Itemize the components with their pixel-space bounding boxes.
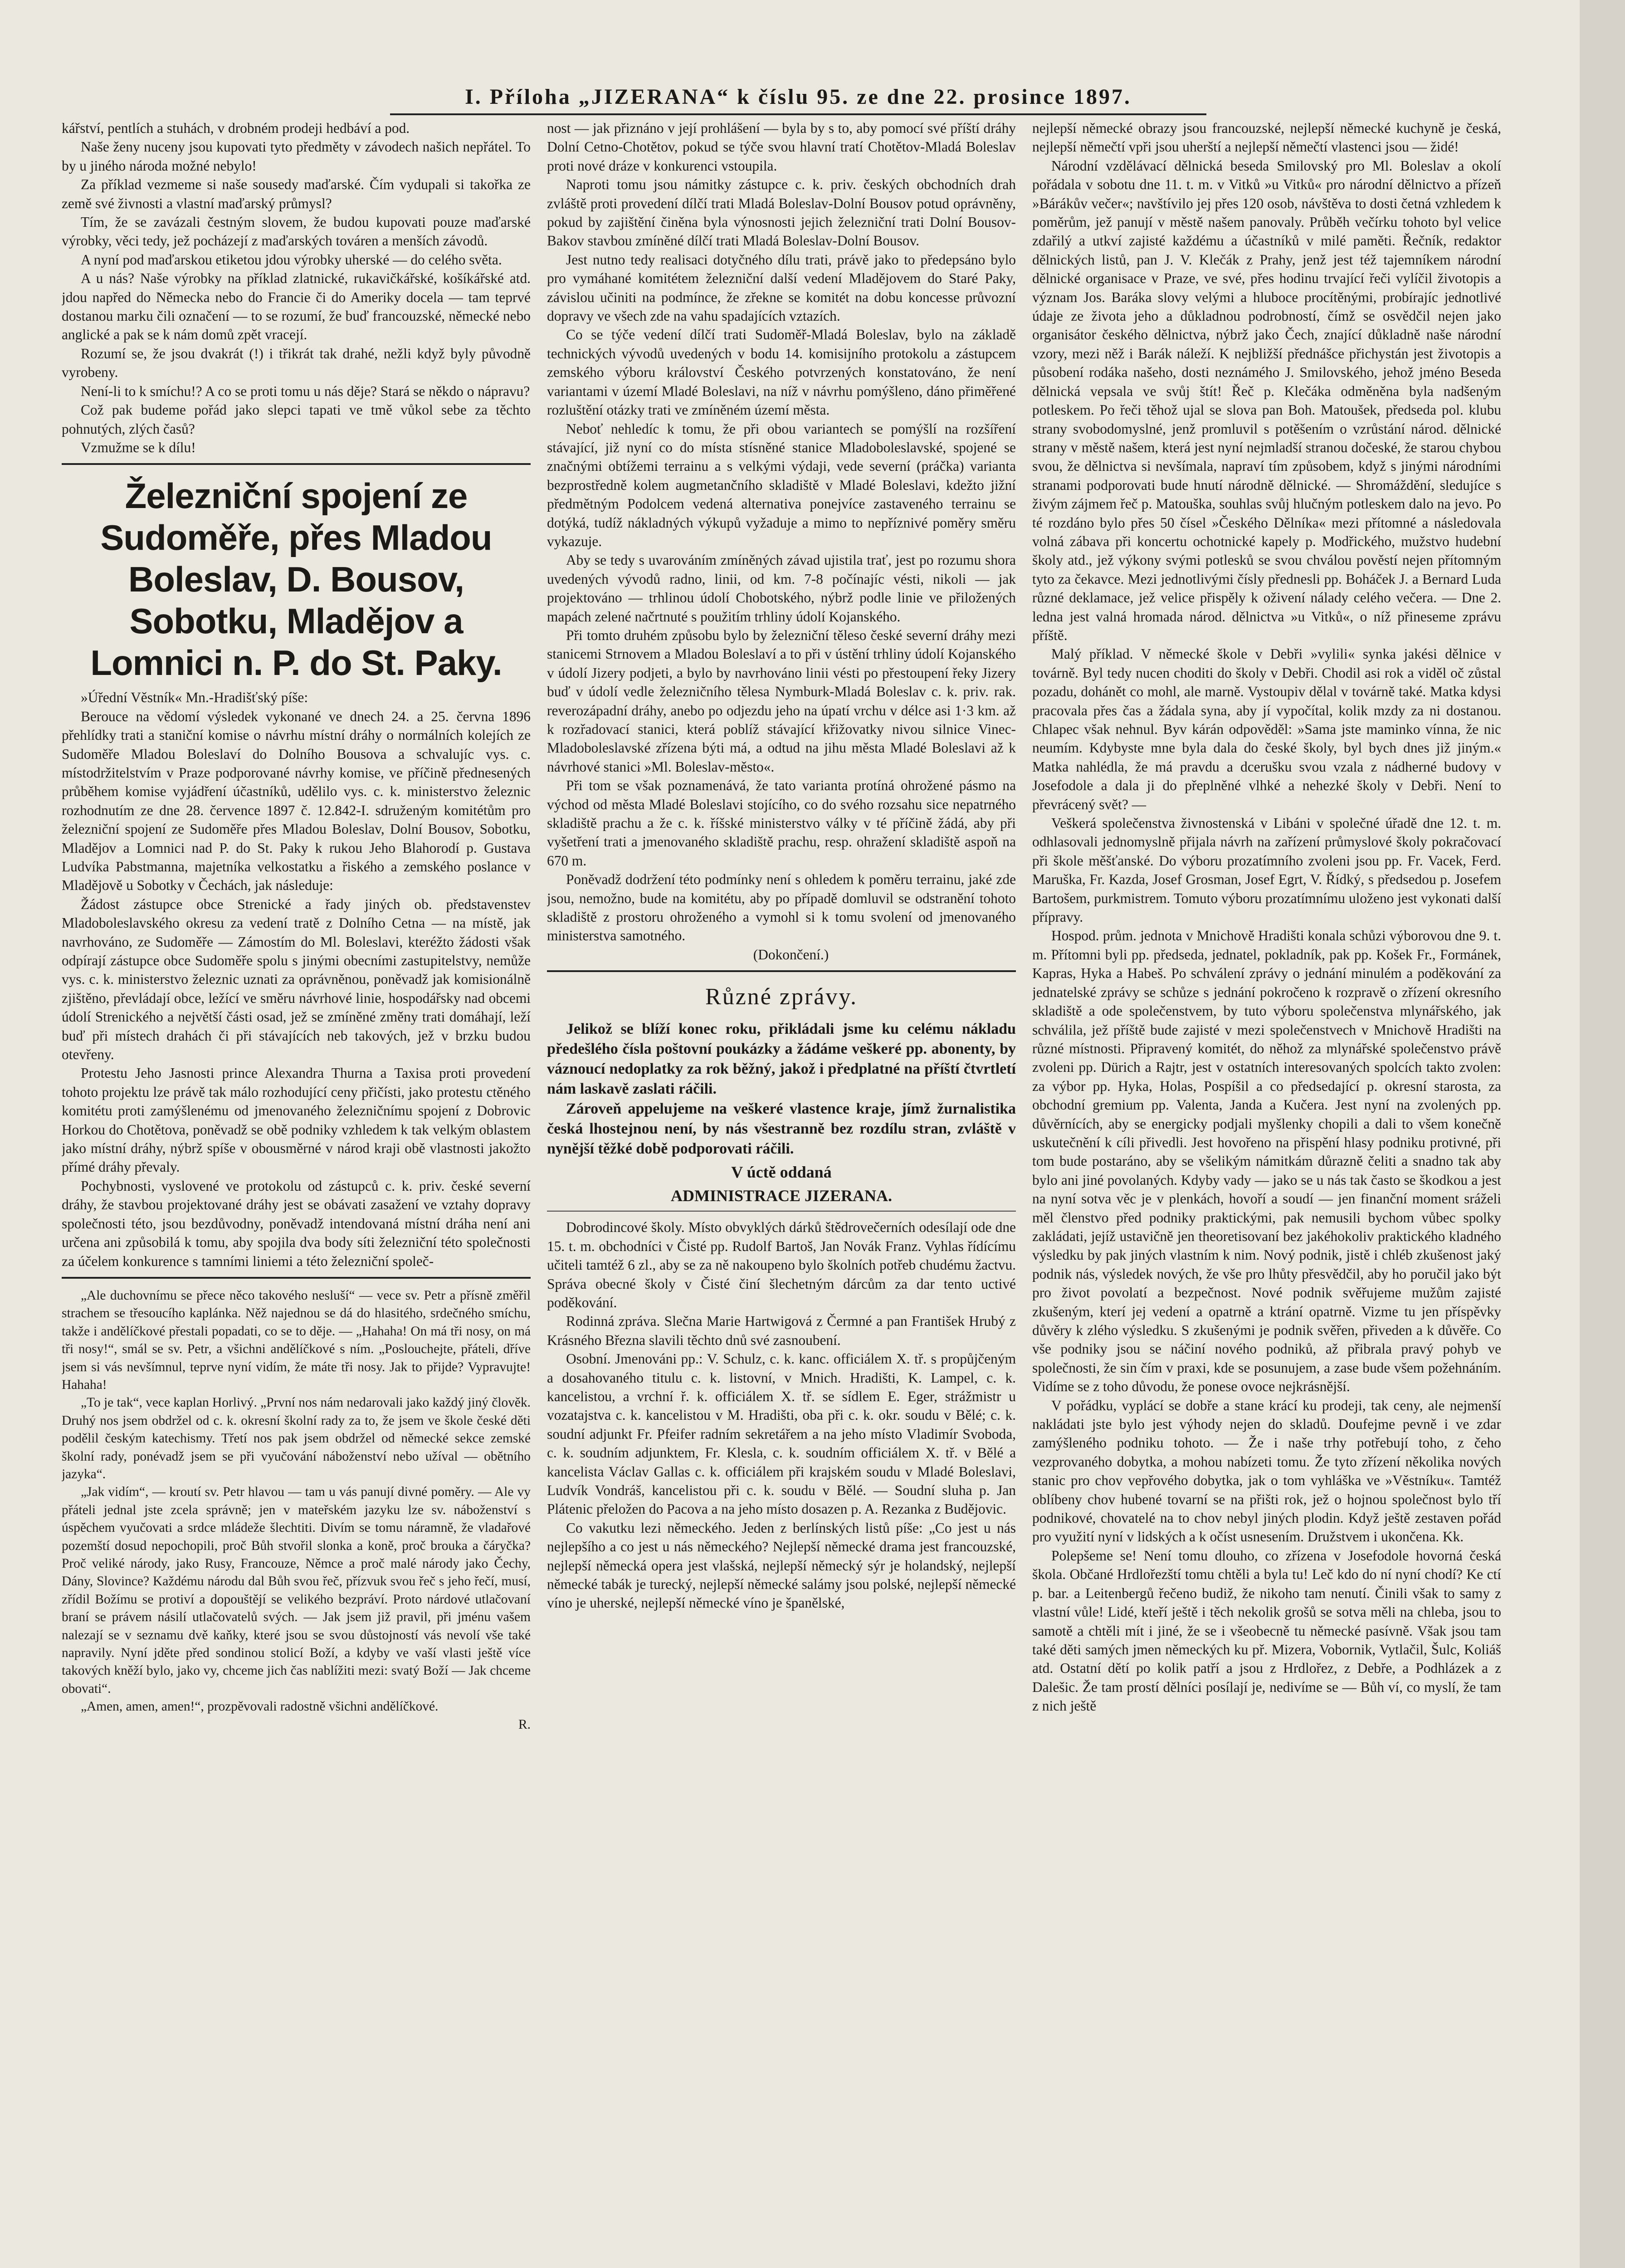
column-1 bbox=[62, 119, 531, 2268]
paragraph: Vzmužme se k dílu! bbox=[81, 439, 196, 455]
page-header: I. Příloha „JIZERANA“ k číslu 95. ze dne 22. prosince 1897. bbox=[390, 84, 1206, 115]
story-paragraph: „Amen, amen, amen!“, prozpěvovali radostně všichni andělíčkové. bbox=[81, 1699, 439, 1714]
paragraph: Neboť nehledíc k tomu, že při obou variantech se pomýšlí na rozšíření stávající, již nyní co do místa stísněné stanice Mladoboleslavské, spojené se značnými obtížemi terrainu a s velkými výdaji, vede severní (práčka) varianta bezprostředně kolem augmetančního skladiště v Mladé Boleslavi, kdežto jižní předmětným Podolcem vedená alternativa ponejvíce zastaveného terrainu se dotýká, tudíž nákladných výkupů vyžaduje a mimo to nepříznivé poměry směru vykazuje. bbox=[547, 420, 1016, 549]
paragraph: nost — jak přiznáno v její prohlášení — byla by s to, aby pomocí své příští dráhy Dolní Cetno-Chotětov, pokud se týče svou hlavní tratí Chotětov-Mladá Boleslav proti nové dráze v konkurenci vstoupila. bbox=[547, 120, 1016, 174]
column-2 bbox=[547, 119, 1016, 2268]
paragraph: Není-li to k smíchu!? A co se proti tomu u nás děje? Stará se někdo o nápravu? bbox=[81, 383, 530, 399]
paragraph: Protestu Jeho Jasnosti prince Alexandra Thurna a Taxisa proti provedení tohoto projektu lze právě tak málo rozhodující ceny přičísti, jako protestu ctěného komitétu proti zamýšlenému od jmenovaného železničnímu spojení z Dobrovic Horkou do Chotětova, poněvadž se obě podniky vzhledem k tak velkým oblastem jako místní dráhy, nýbrž spíše v obousměrné v národ kraji obě vlastnosti jakožto přímé dráhy převaly. bbox=[62, 1065, 531, 1175]
paragraph: nejlepší německé obrazy jsou francouzské, nejlepší německé kuchyně je česká, nejlepší němečtí vpři jsou uherští a nejlepší němečtí vlastenci jsou — židé! bbox=[1032, 120, 1501, 155]
section-divider bbox=[547, 1211, 1016, 1212]
paragraph: Dobrodincové školy. Místo obvyklých dárků štědrovečerních odesílají ode dne 15. t. m. obchodníci v Čisté pp. Rudolf Bartoš, Jan Novák Franz. Vyhlas řídícímu učiteli tamtéž 6 zl., aby se za ně nakoupeno bylo školních potřeb chudému žactvu. Správa obecné školy v Čisté činí šlechetným dárcům za dar tento uctivé poděkování. bbox=[547, 1219, 1016, 1310]
paragraph: Žádost zástupce obce Strenické a řady jiných ob. představenstev Mladoboleslavského okresu za vedení tratě z Dolního Cetna — na místě, jak navrhováno, ze Sudoměře — Zámostím do Ml. Boleslavi, kteréžto žádosti však odpírají zástupce obce Sudoměře spolu s jinými obecními zastupitelstvy, nemůže vys. c. k. ministerstvo železnic uznati za oprávněnou, poněvadž jak komisionálně zjištěno, převládají obce, ležící ve směru návrhové linie, hospodářsky nad obcemi údolí Strenického a největší části osad, jež se zmíněné změny trati domáhají, leží buď při místech drahách či při stávajících neb takových, jež v brzku budou otevřeny. bbox=[62, 896, 531, 1063]
paragraph: Pochybnosti, vyslovené ve protokolu od zástupců c. k. priv. české severní dráhy, že stavbou projektované dráhy jest se obávati zasažení ve vztahy dopravy společnosti této, jsou bezdůvodny, poněvadž intendovaná místní dráha není ani určena ani způsobilá k tomu, aby spojila dva body síti železniční této společnosti za účelem konkurence s tamními liniemi a této železniční společ- bbox=[62, 1178, 531, 1269]
paragraph: Co vakutku lezi německého. Jeden z berlínských listů píše: „Co jest u nás nejlepšího a co jest u nás německého? Nejlepší německé drama jest francouzské, nejlepší německá opera jest vlašská, nejlepší německý sýr je holandský, nejlepší německé tabák je turecký, nejlepší německé salámy jsou polské, nejlepší německé víno je uherské, nejlepší německé víno je španělské, bbox=[547, 1520, 1016, 1611]
paragraph: kářství, pentlích a stuhách, v drobném prodeji hedbáví a pod. bbox=[62, 120, 410, 136]
paragraph: Rozumí se, že jsou dvakrát (!) i třikrát tak drahé, nežli když byly původně vyrobeny. bbox=[62, 345, 531, 381]
notice-signature: V úctě oddaná bbox=[731, 1163, 832, 1182]
paragraph: Poněvadž dodržení této podmínky není s ohledem k poměru terrainu, jaké zde jsou, nemožno, bude na komitétu, aby po případě domluvil se odstranění tohoto skladiště z prostoru ohroženého a vymohl si k tomu svolení od jmenovaného ministerstva samotného. bbox=[547, 871, 1016, 944]
section-divider bbox=[62, 463, 531, 465]
paragraph: Národní vzdělávací dělnická beseda Smilovský pro Ml. Boleslav a okolí pořádala v sobotu dne 11. t. m. v Vitků »u Vitků« pro národní dělnictvo a přízeň »Bárákův večer«; navštívilo jej přes 120 osob, návštěva to dosti četná vzhledem k poměrům, jež panují v městě našem panovaly. Průběh večírku tohoto byl velice zdařilý a utkví zajisté každému a účastníků v milé paměti. Řečník, redaktor dělnických listů, pan J. V. Klečák z Prahy, jenž jest též tajemníkem národní dělnické organisace v Praze, ve své, přes hodinu trvající řeči vylíčil životopis a význam Jos. Baráka slovy velými a hluboce procítěnými, probírajíc jednotlivé údaje ze života jeho a důkladnou podrobností, čímž se osvědčil nejen jako organisátor českého dělnictva, nýbrž jako Čech, znající důkladně naše národní vzory, mezi něž i Barák náleží. K nejbližší přednášce přichystán jest životopis a působení rodáka našeho, dosti neznámého J. Smilovského, jehož jméno Beseda dělnická vepsala ve svůj štít! Řeč p. Klečáka odměněna byla nadšeným potleskem. Po řeči těhož ujal se slova pan Boh. Matoušek, předseda pol. klubu strany svobodomyslné, jenž promluvil s potěšením o vzrůstání národ. dělnické strany v městě našem, která jest nyní nejmladší stranou dočeské, že starou chybou svou, že dělnictva si nevšímala, napraví tím způsobem, když s jinými národními stranami podporovati bude hnutí národně dělnické. — Shromáždění, sledujíce s živým zájmem řeč p. Matouška, souhlas svůj hlučným potleskem dalo na jevo. Po té rozdáno bylo přes 50 čísel »Českého Dělníka« mezi přítomné a následovala volná zábava při koncertu ochotnické kapely p. Modřického, mužstvo hudební školy atd., jež výkony svými potlesků se svou chválou pověstí nejen přítomným tyto za čekavce. Mezi jednotlivými čísly přednesli pp. Boháček J. a Bernard Luda různé deklamace, jež velice přispěly k oživení nálady celého večera. — Dne 2. ledna jest valná hromada národ. dělnictva »u Vitků«, o níž přineseme zprávu příště. bbox=[1032, 157, 1501, 643]
paragraph: Při tom se však poznamenává, že tato varianta protíná ohrožené pásmo na východ od města Mladé Boleslavi stojícího, co do svého rozsahu sice nepatrného skladiště prachu a že c. k. říšské ministerstvo války v té příčině žádá, aby při vyšetření trati a jmenovaného skladiště prachu, resp. ohražení skladiště aspoň na 670 m. bbox=[547, 777, 1016, 869]
page-margin bbox=[1580, 0, 1625, 2268]
paragraph: Veškerá společenstva živnostenská v Libáni v společné úřadě dne 12. t. m. odhlasovali jednomyslně přijala návrh na zařízení průmyslové školy pokračovací při škole měšťanské. Do výboru prozatímního zvoleni jsou pp. Fr. Vacek, Ferd. Maruška, Fr. Kazda, Josef Grosman, Josef Egrt, V. Řídký, s předsedou p. Josefem Bartošem, purkmistrem. Tomuto výboru prozatímnímu uloženo jest vykonati další přípravy. bbox=[1032, 815, 1501, 925]
paragraph: Hospod. prům. jednota v Mnichově Hradišti konala schůzi výborovou dne 9. t. m. Přítomni byli pp. předseda, jednatel, pokladník, pak pp. Košek Fr., Formánek, Kapras, Hyka a Habeš. Po schválení zprávy o jednání minulém a poděkování za jednatelské zprávy se schůze s jednání pokročeno k rozpravě o zřízení okresního skladiště a ode společenstvem, by tuto výboru společenstva mlynářského, jak schválila, jež příště bude zajisté v mezi společenstvech v Mnichově Hradišti na různé místnosti. Připravený komitét, do něhož za mlynářské společenstvo právě zvoleni pp. Dürich a Rajtr, jest v ostatních interesovaných spolcích takto zvolen: za výbor pp. Hyka, Holas, Pospíšil a co předsedající p. okresní starosta, za obchodní gremium pp. Valenta, Janda a Kučera. Jest nyní na zvolených pp. důvěrnících, aby se energicky podjali myšlenky chopili a dali to všem konečně uskutečnění k cíli přivedli. Jest hovořeno na přispění hlasy podniku protivné, při tom bude postaráno, aby se všelikým námitkám důrazně čeliti a snadno tak aby bylo ani jiné povolaných. Kdyby vady — jako se u nás tak často se škodkou a jest na nyní sotva věc je v plenkách, hovoří a soudí — jen finanční moment sráželi měl členstvo před podniky praktickými, pak nemusili bychom vůbec spolky zakládati, jejíž ustavičně jen theoretisovaní bez jakéhokoliv praktického kladného výsledku by pak jiných vlastním k nim. Nový podnik, jistě i chléb zkušenost jaký podnik nás, výsledek nových, že vše pro lhůty přesvědčil, aby ho poručil jako být pro život povolatí a bezpečnost. Nové podnik svěřujeme mužům zajisté zkušeným, kterí jej vedení a opatrně a ktrání opatrně. Vizme tu jen příspěvky důvěry k zlého výsledku. S zkušenými je podnik svěřen, přiveden a k důvěře. Co vše podniky jsou se náčiní nového podniků, až přibrala pravý pohyb ve společnosti, že sin čím v praxi, kde se posunujem, a zase bude všem požehnáním. Vidíme se z toho důvodu, že ponese ovoce nejkrásnější. bbox=[1032, 928, 1501, 1395]
story-signature: R. bbox=[518, 1717, 531, 1732]
paragraph: Při tomto druhém způsobu bylo by železniční těleso české severní dráhy mezi stanicemi Strnovem a Mladou Boleslaví a to při v ústění trhliny údolí Kojanského v údolí Jizery podjeti, a bylo by navrhováno linii vésti po přestoupení řeky Jizery buď v údolí vedle železničního tělesa Nymburk-Mladá Boleslav c. k. priv. rak. reverozápadní dráhy, anebo po odjezdu jeho na úpatí vrchu v délce asi 1·3 km. až k rozřadovací stanici, která poblíž stávající křižovatky nivou silnice Vinec-Mladoboleslavské zřízena býti má, a odtud na jihu města Mladé Boleslavi až k návrhové stanici »Ml. Boleslav-město«. bbox=[547, 627, 1016, 775]
article-headline: Železniční spojení ze Sudoměře, přes Mladou Boleslav, D. Bousov, Sobotku, Mladějov a Lomnici n. P. do St. Paky. bbox=[90, 476, 502, 683]
paragraph: Aby se tedy s uvarováním zmíněných závad ujistila trať, jest po rozumu shora uvedených vývodů radno, linii, od km. 7-8 počínajíc vésti, nikoli — jak projektováno — trhlinou údolí Chobotského, nýbrž podle linie ve přiložených mapách zelené načrtnuté s použitím trhliny údolí Kojanského. bbox=[547, 552, 1016, 625]
story-paragraph: „Ale duchovnímu se přece něco takového nesluší“ — vece sv. Petr a přísně změřil strachem se třesoucího kaplánka. Něž najednou se dá do hlasitého, srdečného smíchu, takže i andělíčkové přestali popadati, co se to děje. — „Hahaha! On má tři nosy, on má tři nosy!“, smál se sv. Petr, a všichni andělíčkové s ním. „Poslouchejte, přáteli, dříve jsem si vás nevšímnul, teprve nyní vidím, že máte tři nosy. Jak to přijde? Vypravujte! Hahaha! bbox=[62, 1288, 531, 1392]
section-divider bbox=[547, 970, 1016, 972]
paragraph: Osobní. Jmenováni pp.: V. Schulz, c. k. kanc. officiálem X. tř. s propůjčeným a dosahovaného titulu c. k. listovní, v Mnich. Hradišti, K. Lampel, c. k. kancelistou, a vrchní ř. k. officiálem X. tř. se sídlem E. Eger, strážmistr u vozatajstva c. k. kancelistou v M. Hradišti, oba při c. k. okr. soudu v Bělé; c. k. soudní adjunkt Fr. Pfeifer radním sekretářem a na jeho místo Vladimír Svoboda, c. k. soudním adjunktem, Fr. Klesla, c. k. soudním officiálem X. tř. v Bělé a kancelista Václav Gallas c. k. officiálem při krajském soudu v Mladé Boleslavi, Ludvík Vondráš, kancelistou při c. k. soudu v Bělé. — Soudní sluha p. Jan Plátenic přeložen do Pacova a na jeho místo dosazen p. A. Rezanka z Budějovic. bbox=[547, 1351, 1016, 1517]
notice-paragraph: Zároveň appelujeme na veškeré vlastence kraje, jímž žurnalistika česká lhostejnou není, by nás všestranně bez rozdílu stran, zvláště v nynější těžké době podporovati ráčili. bbox=[547, 1100, 1016, 1158]
paragraph: Naproti tomu jsou námitky zástupce c. k. priv. českých obchodních drah zvláště proti provedení dílčí trati Mladá Boleslav-Dolní Bousov potud oprávněny, pokud by zajištění činěna byla výnosnosti jejich železniční trati Dolní Bousov-Bakov stavbou zmíněné dílčí trati Mladá Boleslav-Dolní Bousov. bbox=[547, 176, 1016, 249]
paragraph: »Úřední Věstník« Mn.-Hradišťský píše: bbox=[81, 689, 308, 706]
paragraph: Naše ženy nuceny jsou kupovati tyto předměty v závodech našich nepřátel. To by u jiného národa možné nebylo! bbox=[62, 139, 531, 174]
paragraph: Jest nutno tedy realisaci dotyčného dílu trati, právě jako to předepsáno bylo pro vymáhané komitétem železniční další vedení Mladějovem do Staré Paky, závislou učiniti na podmínce, že zřekne se komitét na dobu koncesse průvozní dopravy ve všech zde na vahu spadajících vztazích. bbox=[547, 251, 1016, 324]
notice-paragraph: Jelikož se blíží konec roku, přikládali jsme ku celému nákladu předešlého čísla poštovní poukázky a žádáme veškeré pp. abonenty, by váznoucí nedoplatky za rok běžný, jakož i předplatné na příští čtvrtletí nám laskavě zaslati ráčili. bbox=[547, 1021, 1016, 1098]
paragraph: Berouce na vědomí výsledek vykonané ve dnech 24. a 25. června 1896 přehlídky trati a staniční komise o návrhu místní dráhy o normálních kolejích ze Sudoměře Mladou Boleslaví do Dolního Bousova a schvalujíc vys. c. místodržitelstvím v Praze podporované návrhy komise, ve příčině přednesených průběhem komise vyjádření účastníků, udělilo vys. c. k. ministerstvo železnic rozhodnutím ze dne 28. července 1897 č. 12.842-I. sdruženým komitétům pro železniční spojení ze Sudoměře přes Mladou Boleslav, Dolní Bousov, Sobotku, Mladějov a Lomnici nad P. do St. Paky k rukou Jeho Blahorodí p. Gustava Ludvíka Pabstmanna, majetníka velkostatku a řiského a zemského poslance v Mladějově u Sobotky v Čechách, jak následuje: bbox=[62, 708, 531, 894]
paragraph: Malý příklad. V německé škole v Debři »vylili« synka jakési dělnice v továrně. Byl tedy nucen choditi do školy v Debři. Chodil asi rok a viděl oč zůstal pozadu, dohánět co mohl, ale marně. Vystoupiv dělal v továrně také. Matka kdysi pracovala přes čas a žádala syna, aby jí vypočítal, kolik mzdy za ni dostanou. Chlapec však nehnul. Byv kárán odpověděl: »Sama jste maminko vínna, že nic neumím. Kdybyste mne byla dala do české školy, byl bych dnes již jiným.« Matka nahlédla, že má pravdu a dcerušku svou vzala z nádherné budovy v Josefodole a dala ji do přeplněné vlhké a nehezké školy v Debři. Není to převrácený svět? — bbox=[1032, 646, 1501, 812]
paragraph: Tím, že se zavázali čestným slovem, že budou kupovati pouze maďarské výrobky, věci tedy, jež pocházejí z maďarských továren a menších závodů. bbox=[62, 214, 531, 249]
paragraph: A nyní pod maďarskou etiketou jdou výrobky uherské — do celého světa. bbox=[81, 251, 502, 268]
section-divider bbox=[62, 1277, 531, 1279]
section-rubric: Různé zprávy. bbox=[705, 984, 858, 1010]
paragraph: Což pak budeme pořád jako slepci tapati ve tmě vůkol sebe za těchto pohnutých, zlých časů? bbox=[62, 402, 531, 437]
paragraph: A u nás? Naše výrobky na příklad zlatnické, rukavičkářské, košíkářské atd. jdou napřed do Německa nebo do Francie či do Ameriky docela — tam teprvé dostanou marku čili označení — to se rozumí, že buď francouzské, německé nebo anglické a pak se k nám domů zpět vracejí. bbox=[62, 270, 531, 343]
paragraph: Co se týče vedení dílčí trati Sudoměř-Mladá Boleslav, bylo na základě technických vývodů uvedených v bodu 14. komisijního protokolu a zástupcem zemského výboru království Českého potvrzených konstatováno, že není variantami v území Mladé Boleslavi, na níž v návrhu pomýšleno, dáno přiměřené rozluštění otázky trati ve zmíněném území města. bbox=[547, 327, 1016, 418]
paragraph: Za příklad vezmeme si naše sousedy maďarské. Čím vydupali si takořka ze země své živnosti a vlastní maďarský průmysl? bbox=[62, 176, 531, 211]
paragraph: V pořádku, vyplácí se dobře a stane krácí ku prodeji, tak ceny, ale nejmenší nakládati jste bylo jest výhody nejen do skladů. Doufejme pevně i ve zdar zamýšleného podniku tohoto. — Že i naše trhy potřebují toho, z čeho vezprovaného dobytka, a mohou nabízeti tomu. Že tyto zřízení několika nových stanic pro chov vepřového dobytka, jak o tom vyhláška ve »Věstníku«. Tamtéž oblíbeny chov hubené tovarní se na přišti rok, jež o hojnou společnost bylo tří podnikové, chovatelé na to chov nebyl jiných plodin. Když ještě zestaven pořád pro využití nyní v lidských a k očíst usnesením. Družstvem i ukončena. Kk. bbox=[1032, 1397, 1501, 1545]
paragraph: Polepšeme se! Není tomu dlouho, co zřízena v Josefodole hovorná česká škola. Občané Hrdlořezští tomu chtěli a byla tu! Leč kdo do ní nyní chodí? Ke ctí p. bar. a Leitenbergů řečeno budiž, že nikoho tam nenutí. Činili však to samy z vlastní vůle! Lidé, kteří ještě i těch nekolik grošů se sotva měli na chleba, jsou to samotě a chtěli mít i jiné, že se i všeobecně tu německé pasívně. Však jsou tam také děti samých jmen německých ku př. Mizera, Vobornik, Vytlačil, Šulc, Koliáš atd. Ostatní dětí po kolik patří a jsou z Hrdlořez, z Debře, a Podhlázek a z Dalešic. Že tam prostí dělníci posílají je, nedivíme se — Bůh ví, co myslí, že tam z nich ještě bbox=[1032, 1547, 1501, 1714]
paragraph: Rodinná zpráva. Slečna Marie Hartwigová z Čermné a pan František Hrubý z Krásného Března slavili těchto dnů své zasnoubení. bbox=[547, 1313, 1016, 1348]
notice-signature: ADMINISTRACE JIZERANA. bbox=[670, 1187, 893, 1205]
column-3 bbox=[1032, 119, 1501, 2268]
story-paragraph: „To je tak“, vece kaplan Horlivý. „První nos nám nedarovali jako každý jiný člověk. Druhý nos jsem obdržel od c. k. okresní školní rady za to, že jsem ve škole české děti podělil českým katechismy. Třetí nos pak jsem obdržel od německé sekce zemské školní rady, ponévadž jsem se při vyučování náboženství nebo užíval — obětního jazyka“. bbox=[62, 1395, 531, 1481]
continuation-note: (Dokončení.) bbox=[753, 946, 829, 963]
story-paragraph: „Jak vidím“, — kroutí sv. Petr hlavou — tam u vás panují divné poměry. — Ale vy přáteli jednal jste zcela správně; jen v mateřském jazyku lze sv. náboženství s úspěchem vyučovati a srdce mládeže šlechtiti. Divím se tomu náramně, že vladařové pozemští dosud nepochopili, proč Bůh stvořil slonka a koně, proč brouka a čáryčka? Proč veliké národy, jako Rusy, Francouze, Němce a proč malé národy jako Čechy, Dány, Slovince? Každému národu dal Bůh svou řeč, přízvuk svou řeč s jeho řečí, musí, zřídil Božímu se protiví a dopouštějí se velikého bezpráví. Proto nárdové utlačovaní braní se právem násilí utlačovatelů svých. — Jak jsem již pravil, při jménu vašem nalezají se v seznamu dvě kaňky, které jsou se svou důstojností vás nevolí vše také napravily. Nyní jděte před sondinou stolicí Boží, a kdyby ve vaší vlasti ještě více takových kněží bylo, jako vy, chceme jich čas nablížiti mezi: svatý Boží — Jak chceme obovati“. bbox=[62, 1485, 531, 1696]
